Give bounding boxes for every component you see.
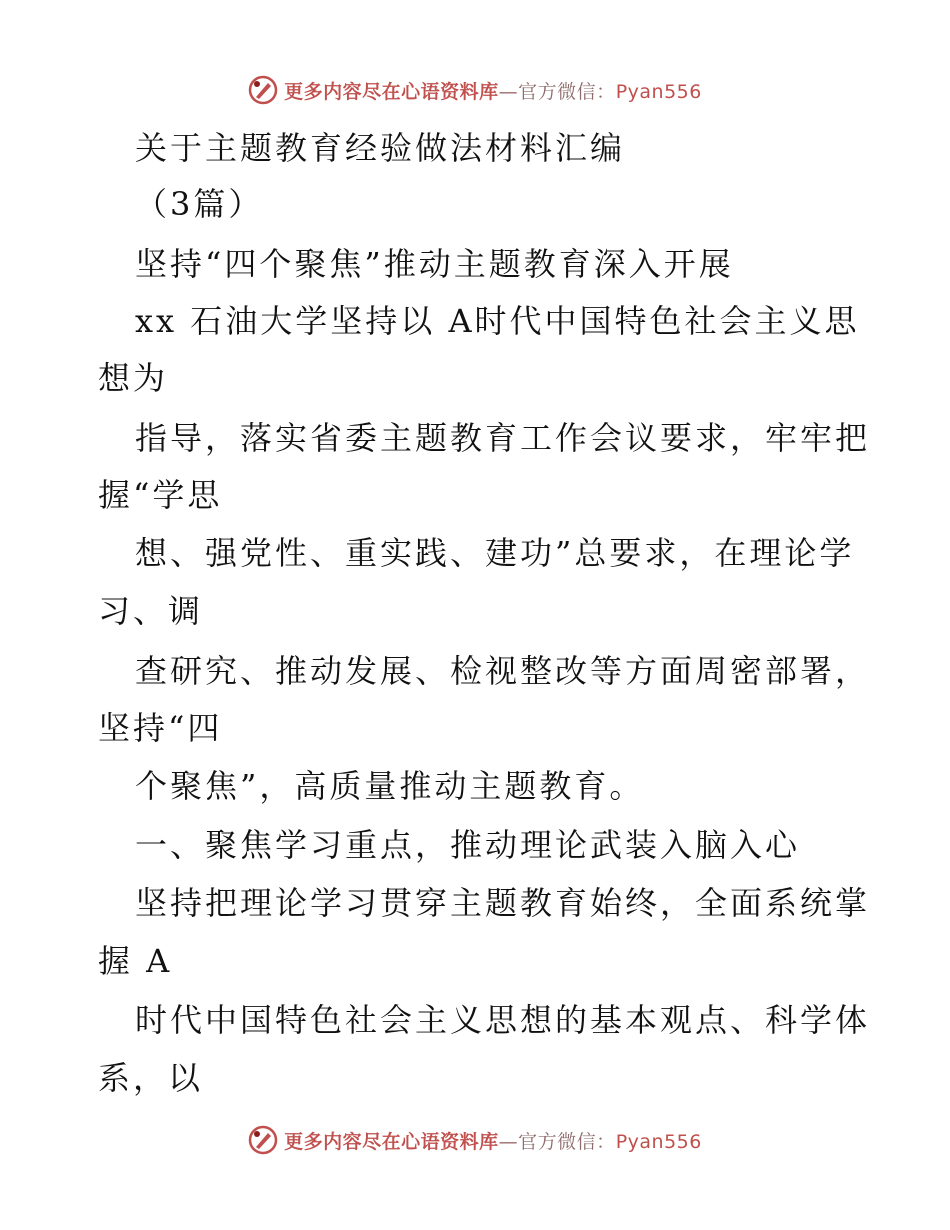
paragraph-line: 握 A (98, 942, 173, 980)
footer-account: Pyan556 (615, 1130, 702, 1153)
paragraph-line: 个聚焦”，高质量推动主题教育。 (135, 767, 645, 805)
paragraph-line: 坚持“四 (98, 709, 223, 747)
brand-logo-icon (248, 75, 278, 105)
document-title: 关于主题教育经验做法材料汇编 (135, 129, 626, 167)
footer-watermark-banner (0, 1120, 950, 1160)
paragraph-line: 握“学思 (98, 476, 223, 514)
paragraph-line: 时代中国特色社会主义思想的基本观点、科学体 (135, 1001, 871, 1039)
paragraph-line: xx 石油大学坚持以 A时代中国特色社会主义思 (135, 302, 860, 340)
paragraph-line: 指导，落实省委主题教育工作会议要求，牢牢把 (135, 419, 871, 457)
header-label: 官方微信： (518, 80, 616, 103)
footer-banner-text (284, 1127, 702, 1154)
paragraph-line: 习、调 (98, 592, 204, 630)
header-site-name: 更多内容尽在心语资料库 (284, 80, 499, 103)
header-separator: — (498, 80, 519, 103)
brand-logo-icon (248, 1125, 278, 1155)
section-heading: 坚持“四个聚焦”推动主题教育深入开展 (135, 245, 734, 283)
paragraph-line: 想、强党性、重实践、建功”总要求，在理论学 (135, 534, 855, 572)
paragraph-line: 查研究、推动发展、检视整改等方面周密部署， (135, 652, 871, 690)
paragraph-line: 坚持把理论学习贯穿主题教育始终，全面系统掌 (135, 884, 871, 922)
document-subtitle: （3篇） (135, 185, 264, 223)
header-banner-text (284, 77, 702, 104)
header-account: Pyan556 (615, 80, 702, 103)
paragraph-line: 系，以 (98, 1059, 204, 1097)
section-heading-1: 一、聚焦学习重点，推动理论武装入脑入心 (135, 826, 801, 864)
header-watermark-banner (0, 70, 950, 110)
footer-site-name: 更多内容尽在心语资料库 (284, 1130, 499, 1153)
footer-label: 官方微信： (518, 1130, 616, 1153)
paragraph-line: 想为 (98, 359, 169, 397)
footer-separator: — (498, 1130, 519, 1153)
